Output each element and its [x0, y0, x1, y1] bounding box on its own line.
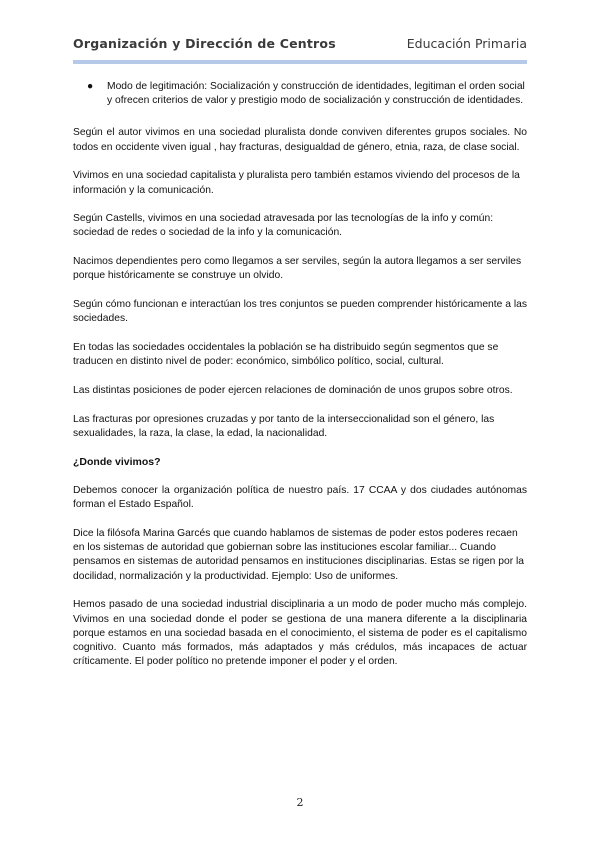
paragraph-serviles: Nacimos dependientes pero como llegamos a ser serviles, según la autora llegamos a ser serviles porque históricamente se construye un olvido.	[73, 256, 522, 282]
section-heading: ¿Donde vivimos?	[73, 456, 161, 469]
header-divider	[73, 60, 527, 64]
bullet-item	[73, 80, 527, 108]
paragraph-marina-garces: Dice la filósofa Marina Garcés que cuando hablamos de sistemas de poder estos poderes recaen en los sistemas de autoridad que gobiernan sobre las instituciones escolar familiar... Cuando pensamos en sistemas de autoridad pensamos en instituciones disciplinarias. Estas se rigen por la docilidad, normalización y la productividad. Ejemplo: Uso de uniformes.	[73, 528, 525, 582]
paragraph-pluralist-society: Según el autor vivimos en una sociedad pluralista donde conviven diferentes grupos sociales. No todos en occidente viven igual , hay fracturas, desigualdad de género, etnia, raza, de clase social.	[73, 127, 527, 153]
bullet-text: Modo de legitimación: Socialización y construcción de identidades, legitiman el orden social y ofrecen criterios de valor y prestigio modo de socialización y construcción de identidades.	[107, 81, 525, 107]
paragraph-western-societies: En todas las sociedades occidentales la población se ha distribuido según segmentos que se traducen en distinto nivel de poder: económico, simbólico político, social, cultural.	[73, 341, 499, 368]
bullet-dot-icon: ●	[87, 81, 94, 92]
paragraph-cognitive-capitalism: Hemos pasado de una sociedad industrial disciplinaria a un modo de poder mucho más complejo. Vivimos en una sociedad donde el poder se gestiona de una manera diferente a la disciplinaria porque estamos en una sociedad basada en el conocimiento, el sistema de poder es el capitalismo cognitivo. Cuanto más formados, más adaptados y más crédulos, más incapaces de actuar críticamente. El poder político no pretende imponer el poder y el orden.	[73, 599, 527, 668]
paragraph-power-positions: Las distintas posiciones de poder ejercen relaciones de dominación de unos grupos sobre otros.	[73, 384, 513, 396]
document-body	[73, 80, 527, 684]
header-course-title: Organización y Dirección de Centros	[73, 36, 336, 51]
paragraph-intersectionality: Las fracturas por opresiones cruzadas y por tanto de la interseccionalidad son el género, las sexualidades, la raza, la clase, la edad, la nacionalidad.	[73, 413, 495, 439]
paragraph-political-organization: Debemos conocer la organización política de nuestro país. 17 CCAA y dos ciudades autónomas forman el Estado Español.	[73, 485, 527, 511]
header-degree: Educación Primaria	[406, 36, 527, 51]
paragraph-capitalist-society: Vivimos en una sociedad capitalista y pluralista pero también estamos viviendo del procesos de la información y la comunicación.	[73, 170, 520, 196]
page-number: 2	[296, 796, 304, 809]
paragraph-three-sets: Según cómo funcionan e interactúan los tres conjuntos se pueden comprender históricamente a las sociedades.	[73, 299, 527, 325]
paragraph-castells: Según Castells, vivimos en una sociedad atravesada por las tecnologías de la info y común: sociedad de redes o sociedad de la info y la comunicación.	[73, 213, 494, 239]
page-header	[73, 30, 527, 60]
